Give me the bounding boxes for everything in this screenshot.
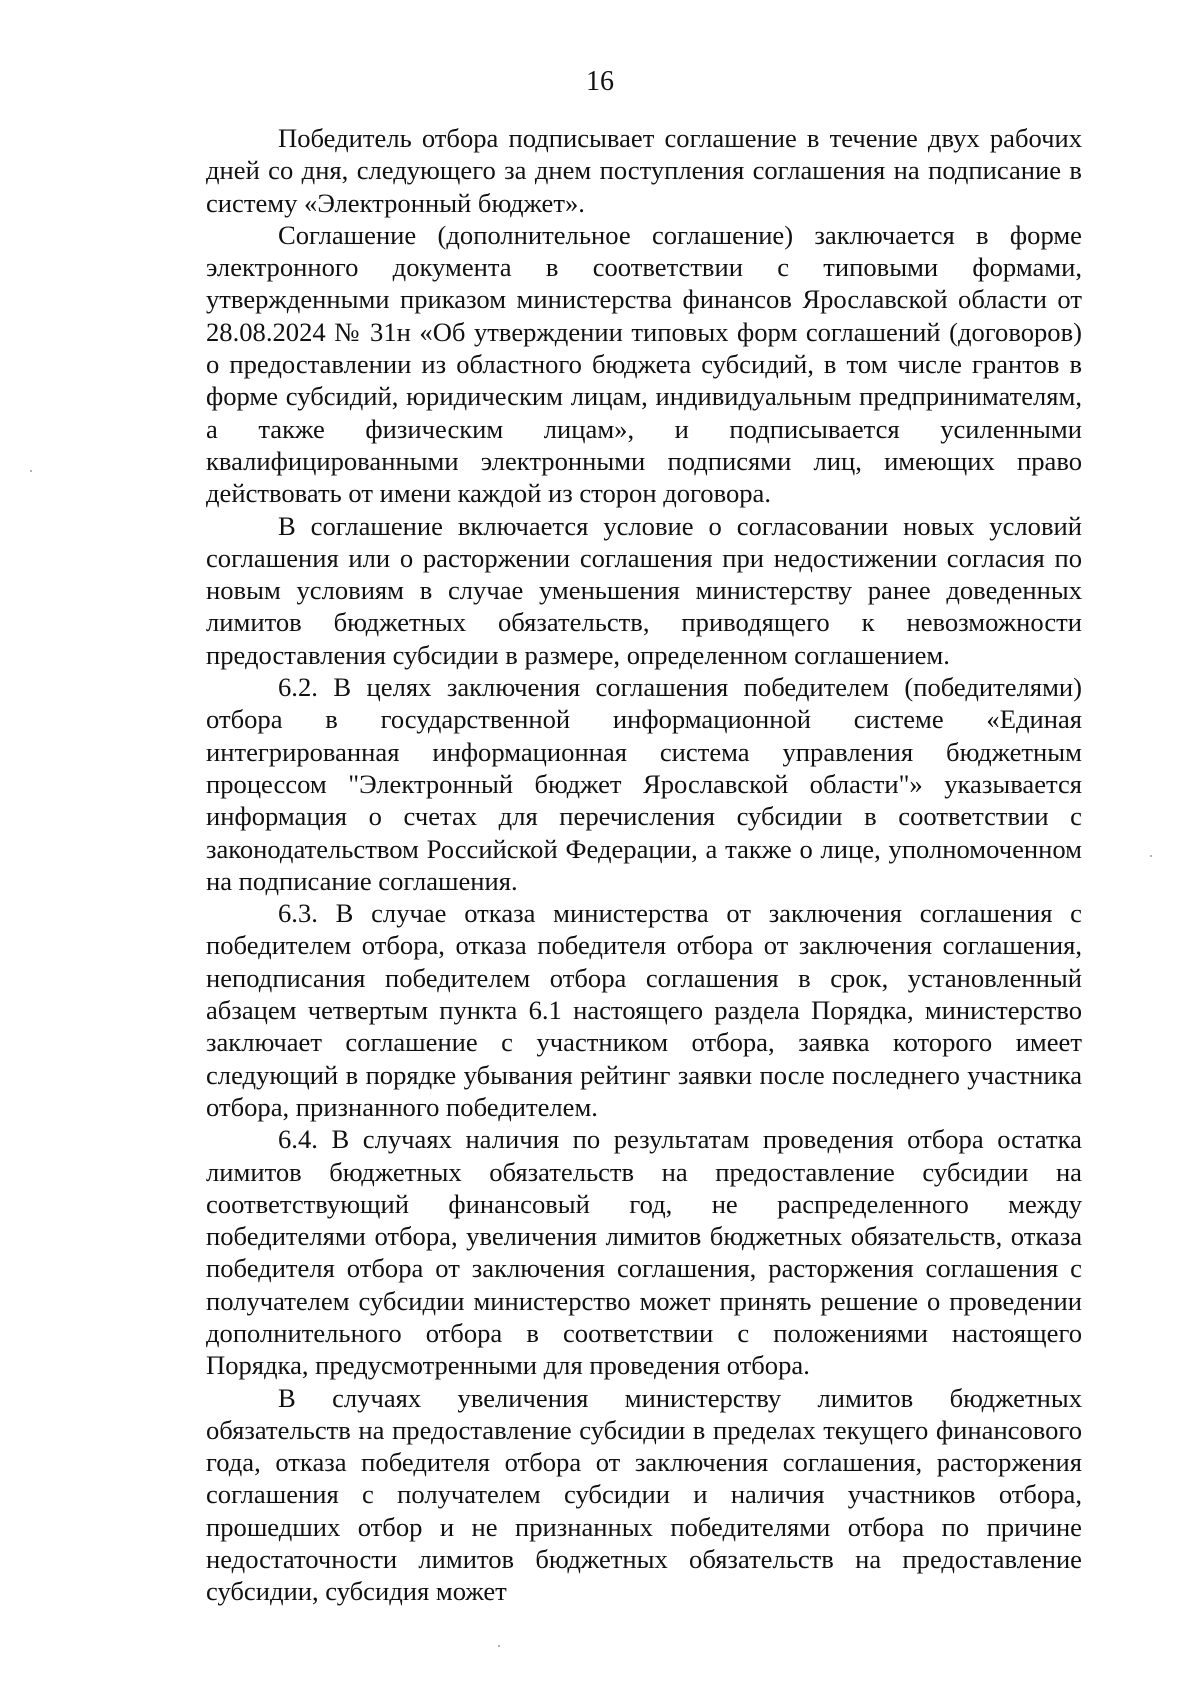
paragraph: Соглашение (дополнительное соглашение) заключается в форме электронного документа в соответствии с типовыми формами, утвержденными приказом министерства финансов Ярославской области от 28.08.2024 № 31н «Об утверждении типовых форм соглашений (договоров) о предоставлении из областного бюджета субсидий, в том числе грантов в форме субсидий, юридическим лицам, индивидуальным предпринимателям, а также физическим лицам», и подписывается усиленными квалифицированными электронными подписями лиц, имеющих право действовать от имени каждой из сторон договора. [206,219,1082,509]
paragraph: В соглашение включается условие о согласовании новых условий соглашения или о расторжении соглашения при недостижении согласия по новым условиям в случае уменьшения министерству ранее доведенных лимитов бюджетных обязательств, приводящего к невозможности предоставления субсидии в размере, определенном соглашением. [206,510,1082,670]
page-number: 16 [586,66,614,97]
paragraph: Победитель отбора подписывает соглашение в течение двух рабочих дней со дня, следующего за днем поступления соглашения на подписание в систему «Электронный бюджет». [206,123,1082,218]
paragraph: 6.4. В случаях наличия по результатам проведения отбора остатка лимитов бюджетных обязательств на предоставление субсидии на соответствующий финансовый год, не распределенного между победителями отбора, увеличения лимитов бюджетных обязательств, отказа победителя отбора от заключения соглашения, расторжения соглашения с получателем субсидии министерство может принять решение о проведении дополнительного отбора в соответствии с положениями настоящего Порядка, предусмотренными для проведения отбора. [206,1124,1082,1381]
paragraph: 6.3. В случае отказа министерства от заключения соглашения с победителем отбора, отказа победителя отбора от заключения соглашения, неподписания победителем отбора соглашения в срок, установленный абзацем четвертым пункта 6.1 настоящего раздела Порядка, министерство заключает соглашение с участником отбора, заявка которого имеет следующий в порядке убывания рейтинг заявки после последнего участника отбора, признанного победителем. [206,898,1082,1122]
document-body [206,122,1082,1608]
paragraph: В случаях увеличения министерству лимитов бюджетных обязательств на предоставление субсидии в пределах текущего финансового года, отказа победителя отбора от заключения соглашения, расторжения соглашения с получателем субсидии и наличия участников отбора, прошедших отбор и не признанных победителями отбора по причине недостаточности лимитов бюджетных обязательств на предоставление субсидии, субсидия может [206,1382,1082,1607]
scan-speck [30,470,32,472]
scan-speck [1150,855,1152,857]
paragraph: 6.2. В целях заключения соглашения победителем (победителями) отбора в государственной информационной системе «Единая интегрированная информационная система управления бюджетным процессом "Электронный бюджет Ярославской области"» указывается информация о счетах для перечисления субсидии в соответствии с законодательством Российской Федерации, а также о лице, уполномоченном на подписание соглашения. [206,672,1082,896]
scan-speck [498,1645,500,1647]
